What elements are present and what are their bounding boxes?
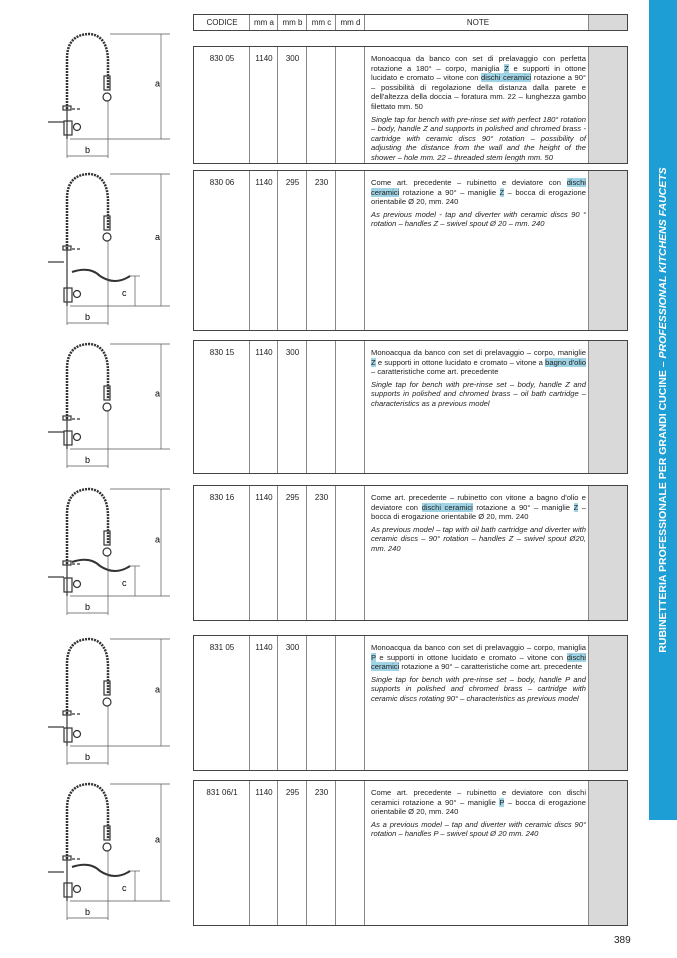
column-divider [249,341,250,473]
hose-icon [67,344,108,419]
product-row [193,170,628,331]
highlighted-term: dischi ceramici [421,502,473,512]
cell-b: 295 [285,493,300,502]
highlighted-term: Z [573,502,579,512]
column-divider [277,486,278,620]
note-cell [371,178,586,229]
column-divider [364,486,365,620]
cell-a: 1140 [255,348,273,357]
header-gray-cell [588,15,627,30]
column-divider [335,47,336,163]
dimension-c-label: c [122,883,127,893]
note-text: Come art. precedente – rubinetto e deviatore con dischi ceramici rotazione a 90° – maniglie [371,788,586,807]
dimension-a-label: a [155,232,161,242]
dimension-a-label: a [155,684,161,695]
side-title-en: PROFESSIONAL KITCHENS FAUCETS [657,167,669,359]
gray-cell [588,47,627,163]
note-english: Single tap for bench with pre-rinse set – body, handle Z and supports in polished and chromed brass – oil bath cartridge – characteristics as a previous model [371,379,586,408]
header-note: NOTE [466,18,490,27]
column-divider [277,171,278,330]
column-divider [306,341,307,473]
note-text: Come art. precedente – rubinetto e deviatore con [371,178,567,187]
dimension-a-label: a [155,534,161,545]
dimension-a-label: a [155,834,161,845]
note-italian [371,493,586,522]
dimension-a-label: a [155,78,161,89]
gray-cell [588,171,627,330]
column-divider [249,781,250,925]
column-divider [249,636,250,770]
column-divider [364,341,365,473]
cell-c: 230 [314,493,329,502]
dimension-b-label: b [85,602,91,612]
gray-cell [588,486,627,620]
highlighted-term: P [499,797,505,807]
cell-codice: 831 06/1 [206,788,238,797]
note-english: Single tap for bench with pre-rinse set with perfect 180° rotation – body, handle Z and supports in polished and chromed brass - cartridge with ceramic discs 90° rotation – possibility of adjusting the distance from the wall and the height of the shower – hole mm. 22 – threaded stem length mm. 50 [371,114,586,162]
cell-a: 1140 [255,493,273,502]
column-divider [335,486,336,620]
header-codice: CODICE [206,18,238,27]
note-cell [371,54,586,163]
column-divider [335,171,336,330]
column-divider [306,47,307,163]
note-text: e supporti in ottone lucidato e cromato – vitone con [375,652,567,662]
column-divider [249,47,250,163]
column-divider [249,486,250,620]
dimension-b-label: b [85,907,91,917]
dimension-b-label: b [85,312,91,322]
cell-c: 230 [314,788,329,797]
note-text: rotazione a 90° – maniglie [472,502,574,512]
highlighted-term: P [371,652,376,662]
side-title-sep: – [657,358,669,371]
column-divider [364,781,365,925]
gray-cell [588,781,627,925]
header-mm-a: mm a [254,18,274,27]
product-row [193,340,628,474]
highlighted-term: bagno d'olio [545,357,586,367]
header-mm-c: mm c [311,18,332,27]
highlighted-term: Z [371,357,376,367]
note-italian [371,54,586,112]
highlighted-term: dischi ceramici [371,652,586,672]
column-divider [306,781,307,925]
dimension-c-label: c [122,578,127,588]
note-text: e supporti in ottone lucidato e cromato – vitone a [375,357,546,367]
column-divider [306,486,307,620]
hose-icon [67,639,108,714]
faucet-drawing [30,30,200,164]
product-row [193,46,628,164]
cell-a: 1140 [255,54,273,63]
cell-codice: 830 15 [209,348,235,357]
cell-codice: 830 05 [209,54,235,63]
cell-codice: 831 05 [209,643,235,652]
cell-b: 300 [285,54,300,63]
faucet-drawing [30,780,200,926]
column-divider [306,171,307,330]
note-text: – caratteristiche come art. precedente [371,367,499,377]
dimension-b-label: b [85,752,91,762]
note-cell [371,493,586,554]
cell-codice: 830 16 [209,493,235,502]
column-divider [277,341,278,473]
side-title-it: RUBINETTERIA PROFESSIONALE PER GRANDI CUCINE [657,370,669,653]
column-divider [277,781,278,925]
column-divider [335,341,336,473]
column-divider [249,171,250,330]
note-text: rotazione a 90° – maniglie [399,187,500,197]
note-text: Monoacqua da banco con set di prelavaggio – corpo, maniglie [371,348,586,357]
note-cell [371,788,586,839]
note-text: – bocca di erogazione orientabile Ø 20, mm. 240 [371,797,586,817]
highlighted-term: Z [504,63,509,73]
highlighted-term: Z [499,187,505,197]
highlighted-term: dischi ceramici [481,73,532,83]
column-divider [364,636,365,770]
note-italian [371,643,586,672]
hose-icon [67,784,108,859]
highlighted-term: dischi ceramici [371,178,586,197]
note-text: Come art. precedente – rubinetto con vitone a bagno d'olio e deviatore con [371,493,586,512]
faucet-drawing [30,485,200,621]
faucet-drawing [30,635,200,771]
note-english: As a previous model – tap and diverter with ceramic discs 90° rotation – handles P – swivel spout Ø 20 mm. 240 [371,819,586,839]
note-text: Monoacqua da banco con set di prelavaggio – corpo, maniglia [371,643,586,652]
note-text: rotazione a 90° – possibilità di regolazione della distanza dalla parete e dell'altezza della doccia – foratura mm. 22 – lunghezza gambo filettato mm. 50 [371,73,586,111]
cell-a: 1140 [255,643,273,652]
cell-b: 300 [285,643,300,652]
note-text: Monoacqua da banco con set di prelavaggio con perfetta rotazione a 180° – corpo, maniglia [371,54,586,73]
dimension-c-label: c [122,288,127,298]
cell-a: 1140 [255,178,273,187]
side-banner [649,0,677,820]
hose-icon [67,489,108,564]
note-italian [371,788,586,817]
column-divider [335,636,336,770]
table-header [193,14,628,31]
dimension-a-label: a [155,388,161,399]
note-text: rotazione a 90° – caratteristiche come art. precedente [399,662,583,672]
cell-b: 295 [285,178,300,187]
cell-b: 295 [285,788,300,797]
cell-codice: 830 06 [209,178,235,187]
hose-icon [67,34,108,109]
column-divider [335,781,336,925]
product-row [193,780,628,926]
note-english: As previous model – tap with oil bath cartridge and diverter with ceramic discs – 90° rotation – handles Z – swivel spout Ø20, mm. 240 [371,524,586,553]
column-divider [364,47,365,163]
dimension-b-label: b [85,455,91,465]
note-english: As previous model - tap and diverter with ceramic discs 90 ° rotation – handles Z – swivel spout Ø 20 – mm. 240 [371,209,586,229]
column-divider [277,47,278,163]
dimension-b-label: b [85,145,91,155]
column-divider [364,171,365,330]
header-mm-d: mm d [340,18,361,27]
faucet-drawing [30,340,200,474]
note-italian [371,178,586,207]
note-english: Single tap for bench with pre-rinse set – body, handle P and supports in polished and chromed brass – cartridge with ceramic discs rotating 90° – characteristics as previous model [371,674,586,703]
hose-icon [67,174,108,249]
note-text: – bocca di erogazione orientabile Ø 20, mm. 240 [371,502,587,522]
note-cell [371,348,586,409]
product-row [193,485,628,621]
note-italian [371,348,586,377]
note-cell [371,643,586,704]
gray-cell [588,341,627,473]
gray-cell [588,636,627,770]
column-divider [277,636,278,770]
faucet-drawing [30,170,200,331]
page-number: 389 [614,935,631,946]
product-row [193,635,628,771]
note-text: e supporti in ottone lucidato e cromato – vitone con [371,63,587,83]
header-mm-b: mm b [282,18,303,27]
column-divider [306,636,307,770]
cell-c: 230 [314,178,329,187]
cell-b: 300 [285,348,300,357]
note-text: – bocca di erogazione orientabile Ø 20, mm. 240 [371,187,587,207]
cell-a: 1140 [255,788,273,797]
